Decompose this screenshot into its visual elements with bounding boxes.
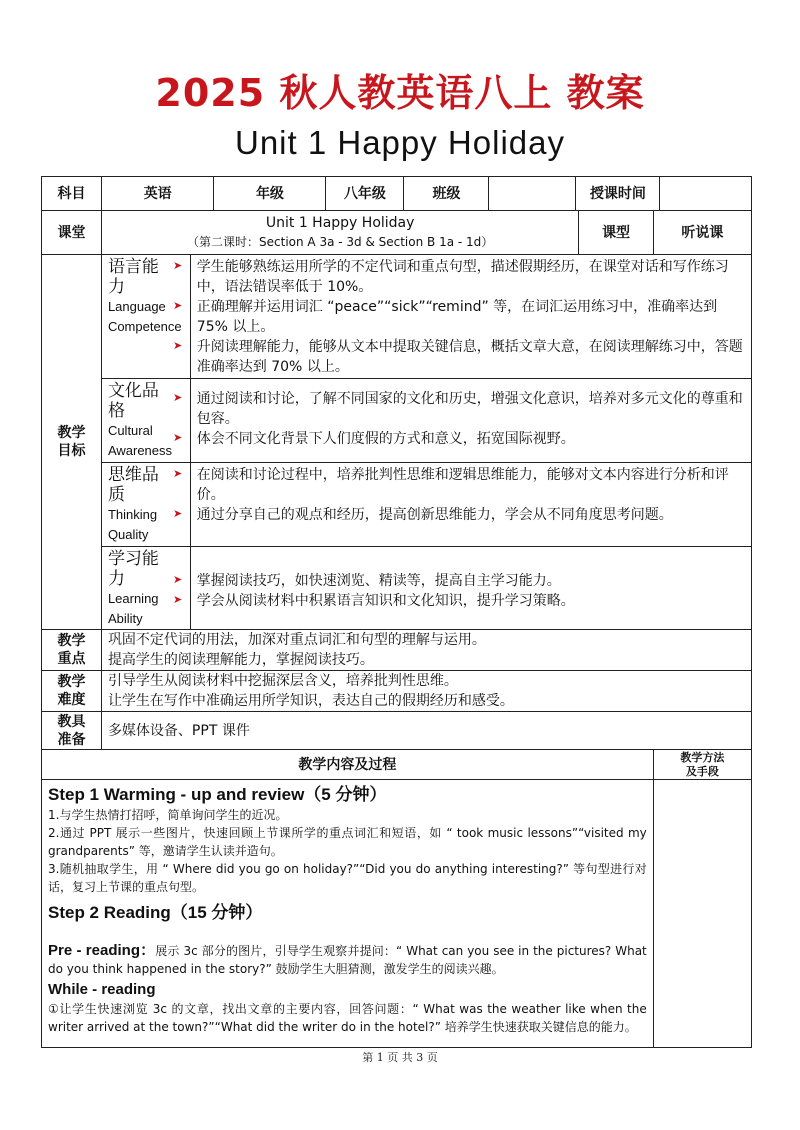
type-label: 课型 bbox=[579, 211, 653, 255]
process-content-row bbox=[42, 780, 752, 1048]
goal-text: 在阅读和讨论过程中，培养批判性思维和逻辑思维能力，能够对文本内容进行分析和评价。 通过分享自己的观点和经历，提高创新思维能力，学会从不同角度思考问题。 bbox=[190, 463, 751, 547]
key-points-row bbox=[42, 630, 752, 671]
goal-row-learning bbox=[42, 547, 752, 630]
arrow-list bbox=[166, 547, 191, 630]
goal-text: 掌握阅读技巧，如快速浏览、精读等，提高自主学习能力。 学会从阅读材料中积累语言知识和文化知识，提升学习策略。 bbox=[190, 547, 751, 630]
step1-title: Step 1 Warming - up and review（5 分钟） bbox=[48, 785, 387, 804]
grade-label: 年级 bbox=[214, 177, 326, 210]
while-reading-text: ①让学生快速浏览 3c 的文章，找出文章的主要内容，回答问题：“ What was the weather like when the writer arrived at the town?”“What did the writer do in the hotel?” 培养学生快速获取关键信息的能力。 bbox=[48, 1002, 647, 1034]
subject-label: 科目 bbox=[42, 177, 102, 211]
subject-value: 英语 bbox=[102, 177, 214, 210]
tools-label: 教具准备 bbox=[42, 712, 102, 750]
arrow-bullet-icon: ➤ bbox=[173, 259, 183, 272]
arrow-bullet-icon: ➤ bbox=[173, 467, 183, 480]
goal-name: 学习能力 Learning Ability bbox=[101, 547, 165, 630]
tools-row bbox=[42, 712, 752, 750]
arrow-bullet-icon: ➤ bbox=[173, 507, 183, 520]
difficulty-row bbox=[42, 671, 752, 712]
unit-title: Unit 1 Happy Holiday bbox=[235, 124, 565, 161]
time-label: 授课时间 bbox=[576, 177, 660, 210]
step1-item: 1.与学生热情打招呼，简单询问学生的近况。 bbox=[48, 808, 288, 822]
goal-row-culture bbox=[42, 379, 752, 463]
class-label: 班级 bbox=[404, 177, 489, 210]
arrow-list bbox=[166, 255, 191, 379]
arrow-bullet-icon: ➤ bbox=[173, 391, 183, 404]
process-header: 教学内容及过程 bbox=[42, 750, 654, 780]
goal-name: 文化品格 Cultural Awareness bbox=[101, 379, 165, 463]
step1-item: 2.通过 PPT 展示一些图片，快速回顾上节课所学的重点词汇和短语，如 “ took music lessons”“visited my grandparents” 等，邀请学生认读并造句。 bbox=[48, 826, 647, 858]
class-value bbox=[489, 177, 576, 210]
type-value: 听说课 bbox=[653, 211, 751, 255]
goal-name: 思维品质 Thinking Quality bbox=[101, 463, 165, 547]
lesson-plan-table bbox=[41, 176, 752, 1048]
arrow-bullet-icon: ➤ bbox=[173, 339, 183, 352]
while-reading-label: While - reading bbox=[48, 981, 156, 998]
process-header-row bbox=[42, 750, 752, 780]
arrow-bullet-icon: ➤ bbox=[173, 593, 183, 606]
arrow-bullet-icon: ➤ bbox=[173, 431, 183, 444]
arrow-bullet-icon: ➤ bbox=[173, 299, 183, 312]
lesson-title-cell bbox=[101, 211, 578, 255]
tools-text: 多媒体设备、PPT 课件 bbox=[101, 712, 751, 750]
arrow-bullet-icon: ➤ bbox=[173, 573, 183, 586]
pre-reading-label: Pre - reading： bbox=[48, 942, 156, 959]
title-part1: 2025 秋人教英语八上 bbox=[155, 71, 553, 115]
time-value bbox=[660, 177, 755, 210]
lesson-title: Unit 1 Happy Holiday bbox=[265, 214, 415, 231]
step2-title: Step 2 Reading（15 分钟） bbox=[48, 903, 263, 922]
pre-reading-text: 展示 3c 部分的图片，引导学生观察并提问：“ What can you see in the pictures? What do you think happened in the story?” 鼓励学生大胆猜测，激发学生的阅读兴趣。 bbox=[48, 944, 647, 976]
lesson-label: 课堂 bbox=[42, 211, 102, 255]
goal-text: 学生能够熟练运用所学的不定代词和重点句型，描述假期经历，在课堂对话和写作练习中，语法错误率低于 10%。 正确理解并运用词汇 “peace”“sick”“remind” 等，在词汇运用练习中，准确率达到 75% 以上。 升阅读理解能力，能够从文本中提取关键信息，概括文章大意，在阅读理解练习中，答题准确率达到 70% 以上。 bbox=[190, 255, 751, 379]
info-row bbox=[42, 177, 752, 211]
key-points-text: 巩固不定代词的用法，加深对重点词汇和句型的理解与运用。 提高学生的阅读理解能力，掌握阅读技巧。 bbox=[101, 630, 751, 671]
page-footer: 第 1 页 共 3 页 bbox=[362, 1051, 438, 1064]
lesson-subtitle: （第二课时：Section A 3a - 3d & Section B 1a - 1d） bbox=[187, 234, 494, 249]
goal-name: 语言能力 Language Competence bbox=[101, 255, 165, 379]
key-points-label: 教学重点 bbox=[42, 630, 102, 671]
title-part2: 教案 bbox=[566, 71, 645, 115]
arrow-list bbox=[166, 463, 191, 547]
lesson-row bbox=[42, 211, 752, 255]
goals-label: 教学目标 bbox=[42, 255, 102, 630]
grade-value: 八年级 bbox=[326, 177, 404, 210]
document-title bbox=[0, 62, 800, 117]
pre-reading bbox=[48, 942, 647, 978]
goal-text: 通过阅读和讨论，了解不同国家的文化和历史，增强文化意识，培养对多元文化的尊重和包容。 体会不同文化背景下人们度假的方式和意义，拓宽国际视野。 bbox=[190, 379, 751, 463]
process-content bbox=[42, 780, 654, 1048]
difficulty-label: 教学难度 bbox=[42, 671, 102, 712]
method-header: 教学方法及手段 bbox=[653, 750, 751, 780]
goal-row-language bbox=[42, 255, 752, 379]
step1-item: 3.随机抽取学生，用 “ Where did you go on holiday?”“Did you do anything interesting?” 等句型进行对话，复习上节课的重点句型。 bbox=[48, 862, 647, 894]
difficulty-text: 引导学生从阅读材料中挖掘深层含义，培养批判性思维。 让学生在写作中准确运用所学知识，表达自己的假期经历和感受。 bbox=[101, 671, 751, 712]
goal-row-thinking bbox=[42, 463, 752, 547]
method-cell bbox=[653, 780, 751, 1048]
